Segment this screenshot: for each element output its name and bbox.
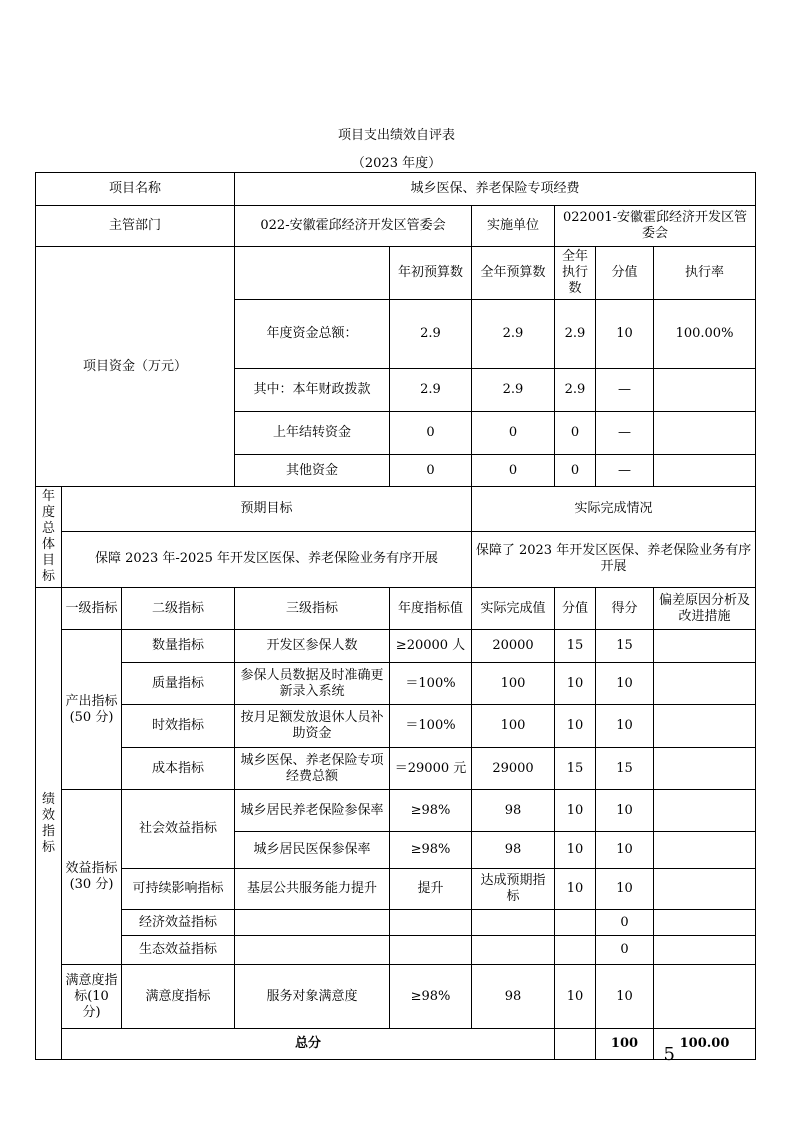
indicator-level2: 时效指标 [122,705,235,748]
funds-row-initial: 2.9 [390,369,472,412]
indicator-level3: 城乡医保、养老保险专项经费总额 [235,748,390,790]
indicator-score: 10 [596,965,654,1029]
unit-value: 022001-安徽霍邱经济开发区管委会 [555,206,756,247]
indicator-target: ≥20000 人 [390,630,472,663]
funds-header-row [36,247,756,300]
goals-header-row [36,487,756,532]
indicator-actual: 100 [472,705,555,748]
indicator-actual: 达成预期指标 [472,869,555,910]
header-score-value: 分值 [555,588,596,630]
indicator-score-value: 15 [555,748,596,790]
indicator-score-value: 10 [555,869,596,910]
funds-header-initial: 年初预算数 [390,247,472,300]
page-number: 5 [663,1044,675,1065]
funds-row-name: 其中：本年财政拨款 [235,369,390,412]
indicator-score-value: 10 [555,663,596,705]
total-row [36,1029,756,1060]
indicator-score: 15 [596,748,654,790]
indicator-analysis [654,790,756,832]
indicator-level2: 可持续影响指标 [122,869,235,910]
indicator-score: 10 [596,832,654,869]
funds-row-score-value: — [596,369,654,412]
funds-row-rate: 100.00% [654,300,756,369]
indicator-row [36,936,756,965]
indicator-analysis [654,965,756,1029]
indicator-score: 10 [596,790,654,832]
header-level1: 一级指标 [62,588,122,630]
header-score: 得分 [596,588,654,630]
indicator-level3: 按月足额发放退休人员补助资金 [235,705,390,748]
indicator-analysis [654,705,756,748]
funds-row-executed: 0 [555,412,596,455]
indicator-level2: 数量指标 [122,630,235,663]
header-analysis: 偏差原因分析及改进措施 [654,588,756,630]
total-label: 总分 [62,1029,555,1060]
indicator-level2: 质量指标 [122,663,235,705]
indicator-row [36,630,756,663]
dept-row [36,206,756,247]
header-actual: 实际完成值 [472,588,555,630]
indicator-target: ≥98% [390,790,472,832]
doc-title: 项目支出绩效自评表 [337,128,455,143]
evaluation-table [35,172,756,1060]
funds-row-rate [654,455,756,487]
funds-row-name: 年度资金总额： [235,300,390,369]
indicator-target: ≥98% [390,832,472,869]
indicator-analysis [654,910,756,936]
indicator-header-row [36,588,756,630]
project-name: 城乡医保、养老保险专项经费 [235,173,756,206]
indicators-section-label: 绩效指标 [36,588,62,1060]
funds-row-executed: 2.9 [555,300,596,369]
funds-row-initial: 2.9 [390,300,472,369]
goals-expected-label: 预期目标 [62,487,472,532]
indicator-actual: 100 [472,663,555,705]
funds-row-annual: 2.9 [472,300,555,369]
indicator-level3: 基层公共服务能力提升 [235,869,390,910]
group-satisfaction: 满意度指标(10 分) [62,965,122,1029]
funds-row-name: 其他资金 [235,455,390,487]
indicator-analysis [654,936,756,965]
indicator-target: 提升 [390,869,472,910]
funds-header-rate: 执行率 [654,247,756,300]
indicator-analysis [654,748,756,790]
indicator-row [36,910,756,936]
indicator-actual: 98 [472,832,555,869]
goals-expected: 保障 2023 年-2025 年开发区医保、养老保险业务有序开展 [62,531,472,587]
total-blank [555,1029,596,1060]
indicator-score-value: 10 [555,965,596,1029]
dept-value: 022-安徽霍邱经济开发区管委会 [235,206,472,247]
total-score-value: 100 [596,1029,654,1060]
indicator-score-value [555,936,596,965]
indicator-actual: 98 [472,965,555,1029]
funds-row-rate [654,369,756,412]
indicator-row [36,965,756,1029]
funds-row-name: 上年结转资金 [235,412,390,455]
indicator-level2: 满意度指标 [122,965,235,1029]
indicator-score: 10 [596,663,654,705]
indicator-actual [472,936,555,965]
funds-row-annual: 2.9 [472,369,555,412]
indicator-actual [472,910,555,936]
indicator-score: 0 [596,936,654,965]
indicator-row [36,748,756,790]
group-output: 产出指标(50 分) [62,630,122,790]
indicator-level2: 社会效益指标 [122,790,235,869]
indicator-score-value: 10 [555,790,596,832]
header-level2: 二级指标 [122,588,235,630]
indicator-target: ＝29000 元 [390,748,472,790]
funds-row-annual: 0 [472,412,555,455]
funds-row-executed: 2.9 [555,369,596,412]
indicator-score-value: 15 [555,630,596,663]
indicator-actual: 29000 [472,748,555,790]
project-name-row [36,173,756,206]
indicator-target: ≥98% [390,965,472,1029]
indicator-score: 15 [596,630,654,663]
indicator-analysis [654,630,756,663]
header-target: 年度指标值 [390,588,472,630]
indicator-level3: 城乡居民养老保险参保率 [235,790,390,832]
indicator-score-value [555,910,596,936]
doc-year: （2023 年度） [351,156,442,171]
indicator-level2: 成本指标 [122,748,235,790]
dept-label: 主管部门 [36,206,235,247]
indicator-row [36,663,756,705]
header-level3: 三级指标 [235,588,390,630]
funds-row-initial: 0 [390,412,472,455]
indicator-level3 [235,910,390,936]
project-name-label: 项目名称 [36,173,235,206]
total-score: 100.00 [654,1029,756,1060]
funds-label: 项目资金（万元） [36,247,235,487]
indicator-score: 0 [596,910,654,936]
funds-header-score-value: 分值 [596,247,654,300]
indicator-row [36,705,756,748]
indicator-analysis [654,663,756,705]
unit-label: 实施单位 [472,206,555,247]
funds-row-executed: 0 [555,455,596,487]
funds-header-annual: 全年预算数 [472,247,555,300]
indicator-level3 [235,936,390,965]
indicator-target: ＝100% [390,705,472,748]
funds-row-annual: 0 [472,455,555,487]
indicator-level3: 参保人员数据及时准确更新录入系统 [235,663,390,705]
funds-row-score-value: — [596,412,654,455]
indicator-actual: 98 [472,790,555,832]
group-benefit: 效益指标(30 分) [62,790,122,965]
indicator-level3: 服务对象满意度 [235,965,390,1029]
indicator-level3: 城乡居民医保参保率 [235,832,390,869]
goals-content-row [36,531,756,587]
indicator-analysis [654,832,756,869]
goals-section-label: 年度总体目标 [36,487,62,588]
indicator-score: 10 [596,869,654,910]
funds-header-blank [235,247,390,300]
indicator-level2: 生态效益指标 [122,936,235,965]
goals-actual: 保障了 2023 年开发区医保、养老保险业务有序开展 [472,531,756,587]
indicator-score: 10 [596,705,654,748]
indicator-actual: 20000 [472,630,555,663]
indicator-target [390,910,472,936]
funds-row-score-value: 10 [596,300,654,369]
indicator-target [390,936,472,965]
funds-row-initial: 0 [390,455,472,487]
funds-row-score-value: — [596,455,654,487]
indicator-score-value: 10 [555,705,596,748]
indicator-score-value: 10 [555,832,596,869]
indicator-target: ＝100% [390,663,472,705]
indicator-level2: 经济效益指标 [122,910,235,936]
goals-actual-label: 实际完成情况 [472,487,756,532]
indicator-row [36,869,756,910]
indicator-analysis [654,869,756,910]
funds-row-rate [654,412,756,455]
indicator-level3: 开发区参保人数 [235,630,390,663]
indicator-row [36,790,756,832]
funds-header-executed: 全年执行数 [555,247,596,300]
